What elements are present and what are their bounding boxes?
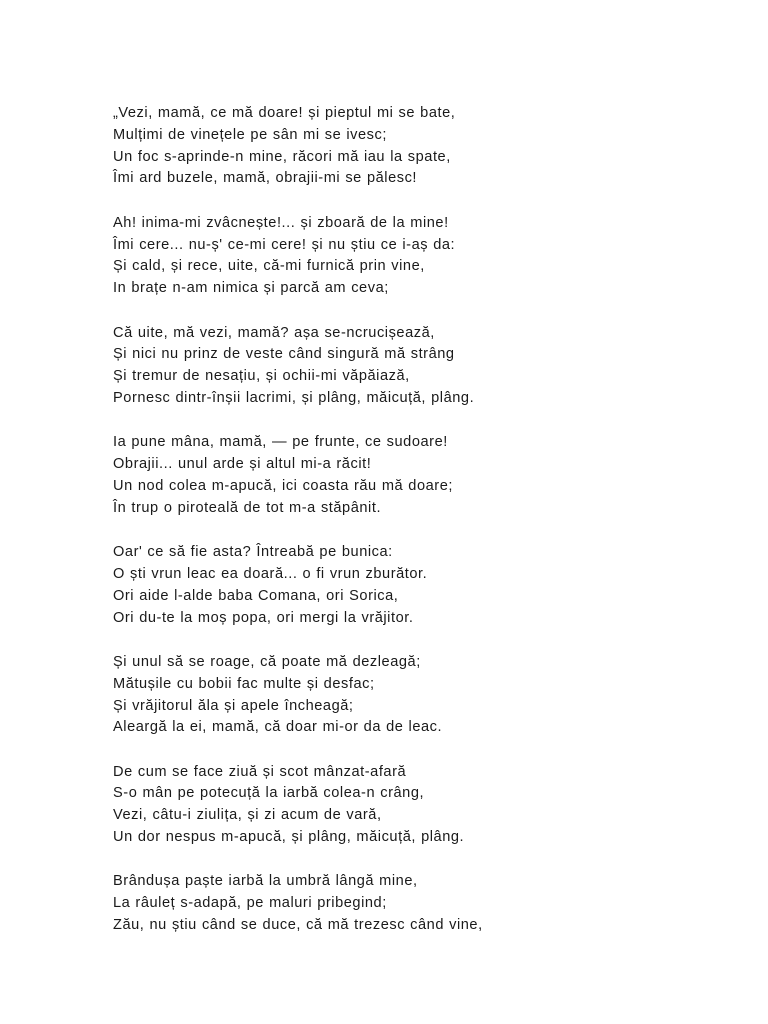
verse-line: Obrajii... unul arde și altul mi-a răcit! [113, 456, 372, 473]
verse-line: Și vrăjitorul ăla și apele încheagă; [113, 697, 354, 714]
verse-line: Și nici nu prinz de veste când singură mă strâng [113, 346, 455, 363]
verse-line: Aleargă la ei, mamă, că doar mi-or da de leac. [113, 719, 443, 736]
verse-line: O ști vrun leac ea doară... o fi vrun zburător. [113, 565, 428, 582]
verse-line: La râuleț s-adapă, pe maluri pribegind; [113, 895, 387, 912]
verse-line: Ah! inima-mi zvâcnește!... și zboară de la mine! [113, 214, 449, 231]
verse-line: Un dor nespus m-apucă, și plâng, măicuță, plâng. [113, 829, 465, 846]
verse-line: S-o mân pe potecuță la iarbă colea-n crâng, [113, 785, 425, 802]
verse-line: Mătușile cu bobii fac multe și desfac; [113, 675, 375, 692]
stanza [113, 652, 733, 739]
verse-line: Pornesc dintr-înșii lacrimi, și plâng, măicuță, plâng. [113, 389, 475, 406]
stanza [113, 762, 733, 849]
verse-line: Mulțimi de vinețele pe sân mi se ivesc; [113, 126, 387, 143]
verse-line: „Vezi, mamă, ce mă doare! și pieptul mi se bate, [113, 105, 456, 121]
verse-line: Ia pune mâna, mamă, — pe frunte, ce sudoare! [113, 434, 448, 451]
stanza [113, 432, 733, 519]
verse-line: În trup o piroteală de tot m-a stăpânit. [113, 499, 382, 516]
verse-line: De cum se face ziuă și scot mânzat-afară [113, 763, 407, 780]
verse-line: Îmi ard buzele, mamă, obrajii-mi se pălesc! [113, 170, 418, 187]
verse-line: Și unul să se roage, că poate mă dezleagă; [113, 653, 421, 670]
verse-line: Oar' ce să fie asta? Întreabă pe bunica: [113, 544, 393, 561]
verse-line: Vezi, câtu-i ziulița, și zi acum de vară, [113, 807, 382, 824]
verse-line: Zău, nu știu când se duce, că mă trezesc când vine, [113, 917, 483, 934]
stanza [113, 323, 733, 410]
poem-text [113, 103, 733, 959]
verse-line: Și cald, și rece, uite, că-mi furnică prin vine, [113, 258, 425, 275]
stanza [113, 871, 733, 936]
verse-line: In brațe n-am nimica și parcă am ceva; [113, 280, 389, 297]
verse-line: Îmi cere... nu-ș' ce-mi cere! și nu știu ce i-aș da: [113, 236, 456, 253]
verse-line: Ori aide l-alde baba Comana, ori Sorica, [113, 587, 399, 604]
stanza [113, 542, 733, 629]
verse-line: Un foc s-aprinde-n mine, răcori mă iau la spate, [113, 148, 451, 165]
verse-line: Ori du-te la moș popa, ori mergi la vrăjitor. [113, 609, 414, 626]
verse-line: Că uite, mă vezi, mamă? așa se-ncrucișează, [113, 324, 435, 341]
stanza [113, 213, 733, 300]
verse-line: Și tremur de nesațiu, și ochii-mi văpăiază, [113, 368, 410, 385]
verse-line: Un nod colea m-apucă, ici coasta rău mă doare; [113, 477, 453, 494]
verse-line: Brândușa paște iarbă la umbră lângă mine, [113, 873, 418, 890]
stanza [113, 103, 733, 190]
